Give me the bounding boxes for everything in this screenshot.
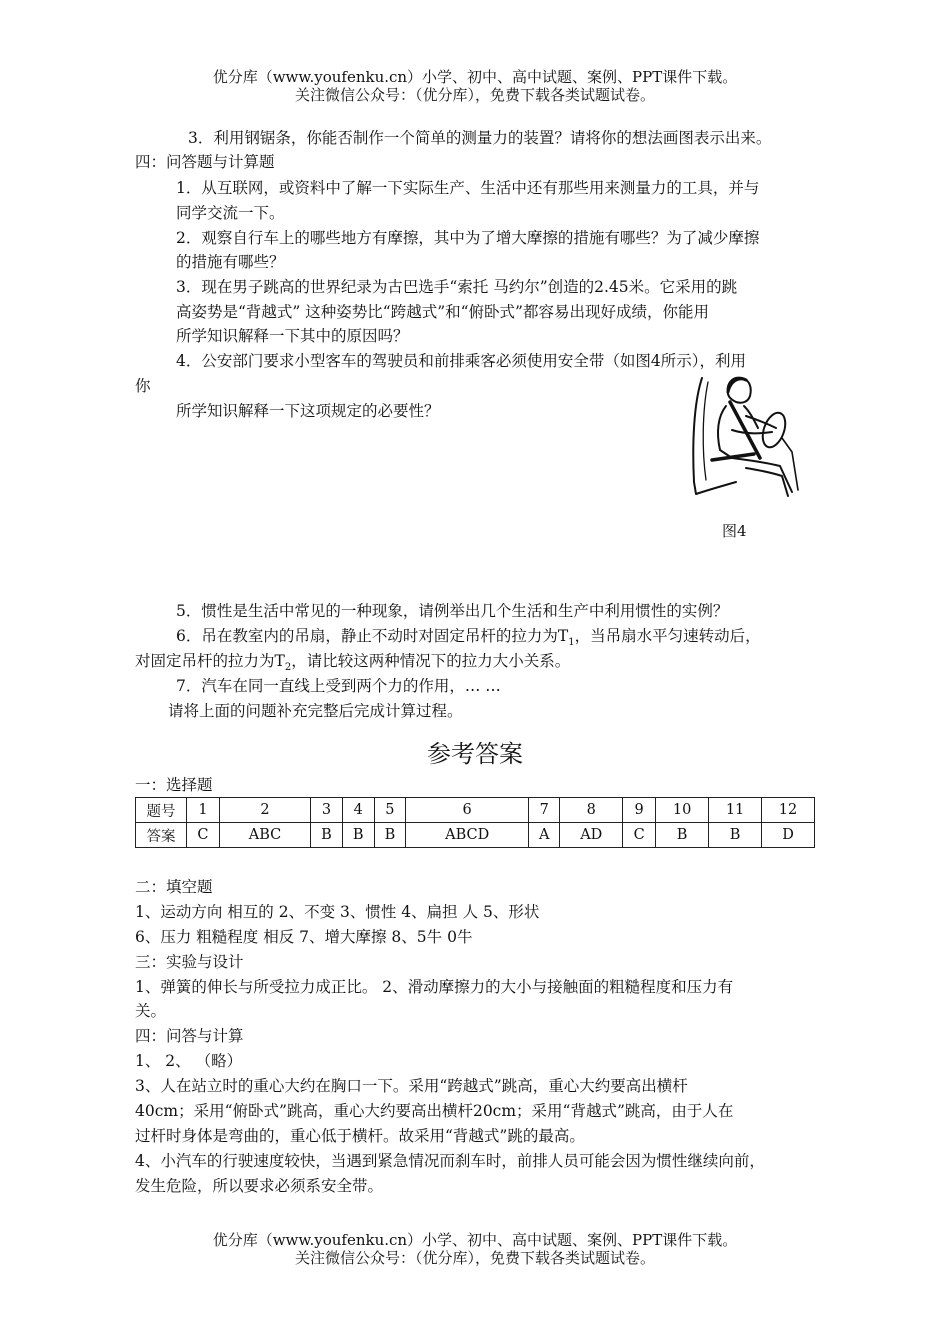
answer-table-key-row — [136, 823, 815, 848]
question-4-2-line2: 的措施有哪些？ — [176, 253, 285, 271]
table-cell: 2 — [219, 798, 310, 823]
table-cell: 1 — [187, 798, 220, 823]
table-cell: ABC — [219, 823, 310, 848]
table-row-label: 题号 — [136, 798, 187, 823]
table-cell: 3 — [311, 798, 343, 823]
question-4-7-note: 请将上面的问题补充完整后完成计算过程。 — [168, 702, 463, 720]
header-line-1: 优分库（www.youfenku.cn）小学、初中、高中试题、案例、PPT课件下载。 — [212, 68, 738, 86]
table-cell: 5 — [374, 798, 406, 823]
table-cell: 7 — [529, 798, 560, 823]
table-cell: 6 — [406, 798, 529, 823]
question-4-6-line2: 对固定吊杆的拉力为$T_2$，请比较这两种情况下的拉力大小关系。 — [135, 652, 571, 674]
calc-line-6: 发生危险，所以要求必须系安全带。 — [135, 1177, 384, 1195]
question-4-1-line1: 1．从互联网，或资料中了解一下实际生产、生活中还有那些用来测量力的工具，并与 — [176, 179, 760, 197]
question-4-3-line1: 3．现在男子跳高的世界纪录为古巴选手“索托 马约尔”创造的2.45米。它采用的跳 — [176, 278, 738, 296]
question-4-4-line2: 你 — [135, 377, 151, 395]
table-cell: B — [656, 823, 709, 848]
table-cell: 12 — [762, 798, 815, 823]
answers-title: 参考答案 — [427, 740, 523, 768]
calc-line-2: 3、人在站立时的重心大约在胸口一下。采用“跨越式”跳高，重心大约要高出横杆 — [135, 1077, 688, 1095]
table-cell: 10 — [656, 798, 709, 823]
question-4-5: 5．惯性是生活中常见的一种现象，请例举出几个生活和生产中利用惯性的实例？ — [176, 602, 729, 620]
table-cell: B — [342, 823, 374, 848]
section-4-heading: 四：问答题与计算题 — [135, 153, 275, 171]
table-cell: B — [709, 823, 762, 848]
question-4-7: 7．汽车在同一直线上受到两个力的作用，… … — [176, 677, 501, 695]
table-cell: D — [762, 823, 815, 848]
table-cell: ABCD — [406, 823, 529, 848]
calc-line-5: 4、小汽车的行驶速度较快，当遇到紧急情况而刹车时，前排人员可能会因为惯性继续向前， — [135, 1152, 765, 1170]
table-row-label: 答案 — [136, 823, 187, 848]
table-cell: 4 — [342, 798, 374, 823]
choice-heading: 一：选择题 — [135, 776, 213, 794]
calc-line-4: 过杆时身体是弯曲的，重心低于横杆。故采用“背越式”跳的最高。 — [135, 1127, 585, 1145]
table-cell: B — [374, 823, 406, 848]
question-4-6-line1: 6．吊在教室内的吊扇，静止不动时对固定吊杆的拉力为$T_1$，当吊扇水平匀速转动后， — [176, 627, 761, 649]
question-4-3-line3: 所学知识解释一下其中的原因吗？ — [176, 327, 409, 345]
page-footer — [0, 1231, 950, 1267]
header-line-2: 关注微信公众号：（优分库），免费下载各类试题试卷。 — [294, 86, 655, 104]
table-cell: 8 — [560, 798, 623, 823]
fill-heading: 二：填空题 — [135, 878, 213, 896]
answer-table — [135, 797, 815, 848]
table-cell: A — [529, 823, 560, 848]
question-4-4-line1: 4．公安部门要求小型客车的驾驶员和前排乘客必须使用安全带（如图4所示），利用 — [176, 352, 746, 370]
question-4-4-line3: 所学知识解释一下这项规定的必要性？ — [176, 402, 440, 420]
table-cell: AD — [560, 823, 623, 848]
answer-table-number-row — [136, 798, 815, 823]
table-cell: C — [623, 823, 656, 848]
table-cell: C — [187, 823, 220, 848]
fill-line-2: 6、压力 粗糙程度 相反 7、增大摩擦 8、5牛 0牛 — [135, 928, 473, 946]
page-header — [0, 68, 950, 104]
table-cell: B — [311, 823, 343, 848]
question-4-3-line2: 高姿势是“背越式” 这种姿势比“跨越式”和“俯卧式”都容易出现好成绩，你能用 — [176, 303, 709, 321]
experiment-line-1: 1、弹簧的伸长与所受拉力成正比。 2、滑动摩擦力的大小与接触面的粗糙程度和压力有 — [135, 978, 734, 996]
question-4-1-line2: 同学交流一下。 — [176, 204, 285, 222]
table-cell: 9 — [623, 798, 656, 823]
seatbelt-driver-illustration — [688, 372, 808, 506]
calc-line-3: 40cm；采用“俯卧式”跳高，重心大约要高出横杆20cm；采用“背越式”跳高，由于人在 — [135, 1102, 734, 1120]
footer-line-2: 关注微信公众号：（优分库），免费下载各类试题试卷。 — [294, 1249, 655, 1267]
figure-4-caption: 图4 — [722, 522, 747, 540]
question-4-2-line1: 2．观察自行车上的哪些地方有摩擦，其中为了增大摩擦的措施有哪些？为了减少摩擦 — [176, 229, 760, 247]
calc-line-1: 1、 2、 （略） — [135, 1052, 243, 1070]
experiment-line-2: 关。 — [135, 1002, 167, 1020]
table-cell: 11 — [709, 798, 762, 823]
footer-line-1: 优分库（www.youfenku.cn）小学、初中、高中试题、案例、PPT课件下载。 — [212, 1231, 738, 1249]
calc-heading: 四：问答与计算 — [135, 1027, 244, 1045]
question-3-3: 3．利用钢锯条，你能否制作一个简单的测量力的装置？请将你的想法画图表示出来。 — [188, 129, 772, 147]
experiment-heading: 三：实验与设计 — [135, 953, 244, 971]
fill-line-1: 1、运动方向 相互的 2、不变 3、惯性 4、扁担 人 5、形状 — [135, 903, 540, 921]
